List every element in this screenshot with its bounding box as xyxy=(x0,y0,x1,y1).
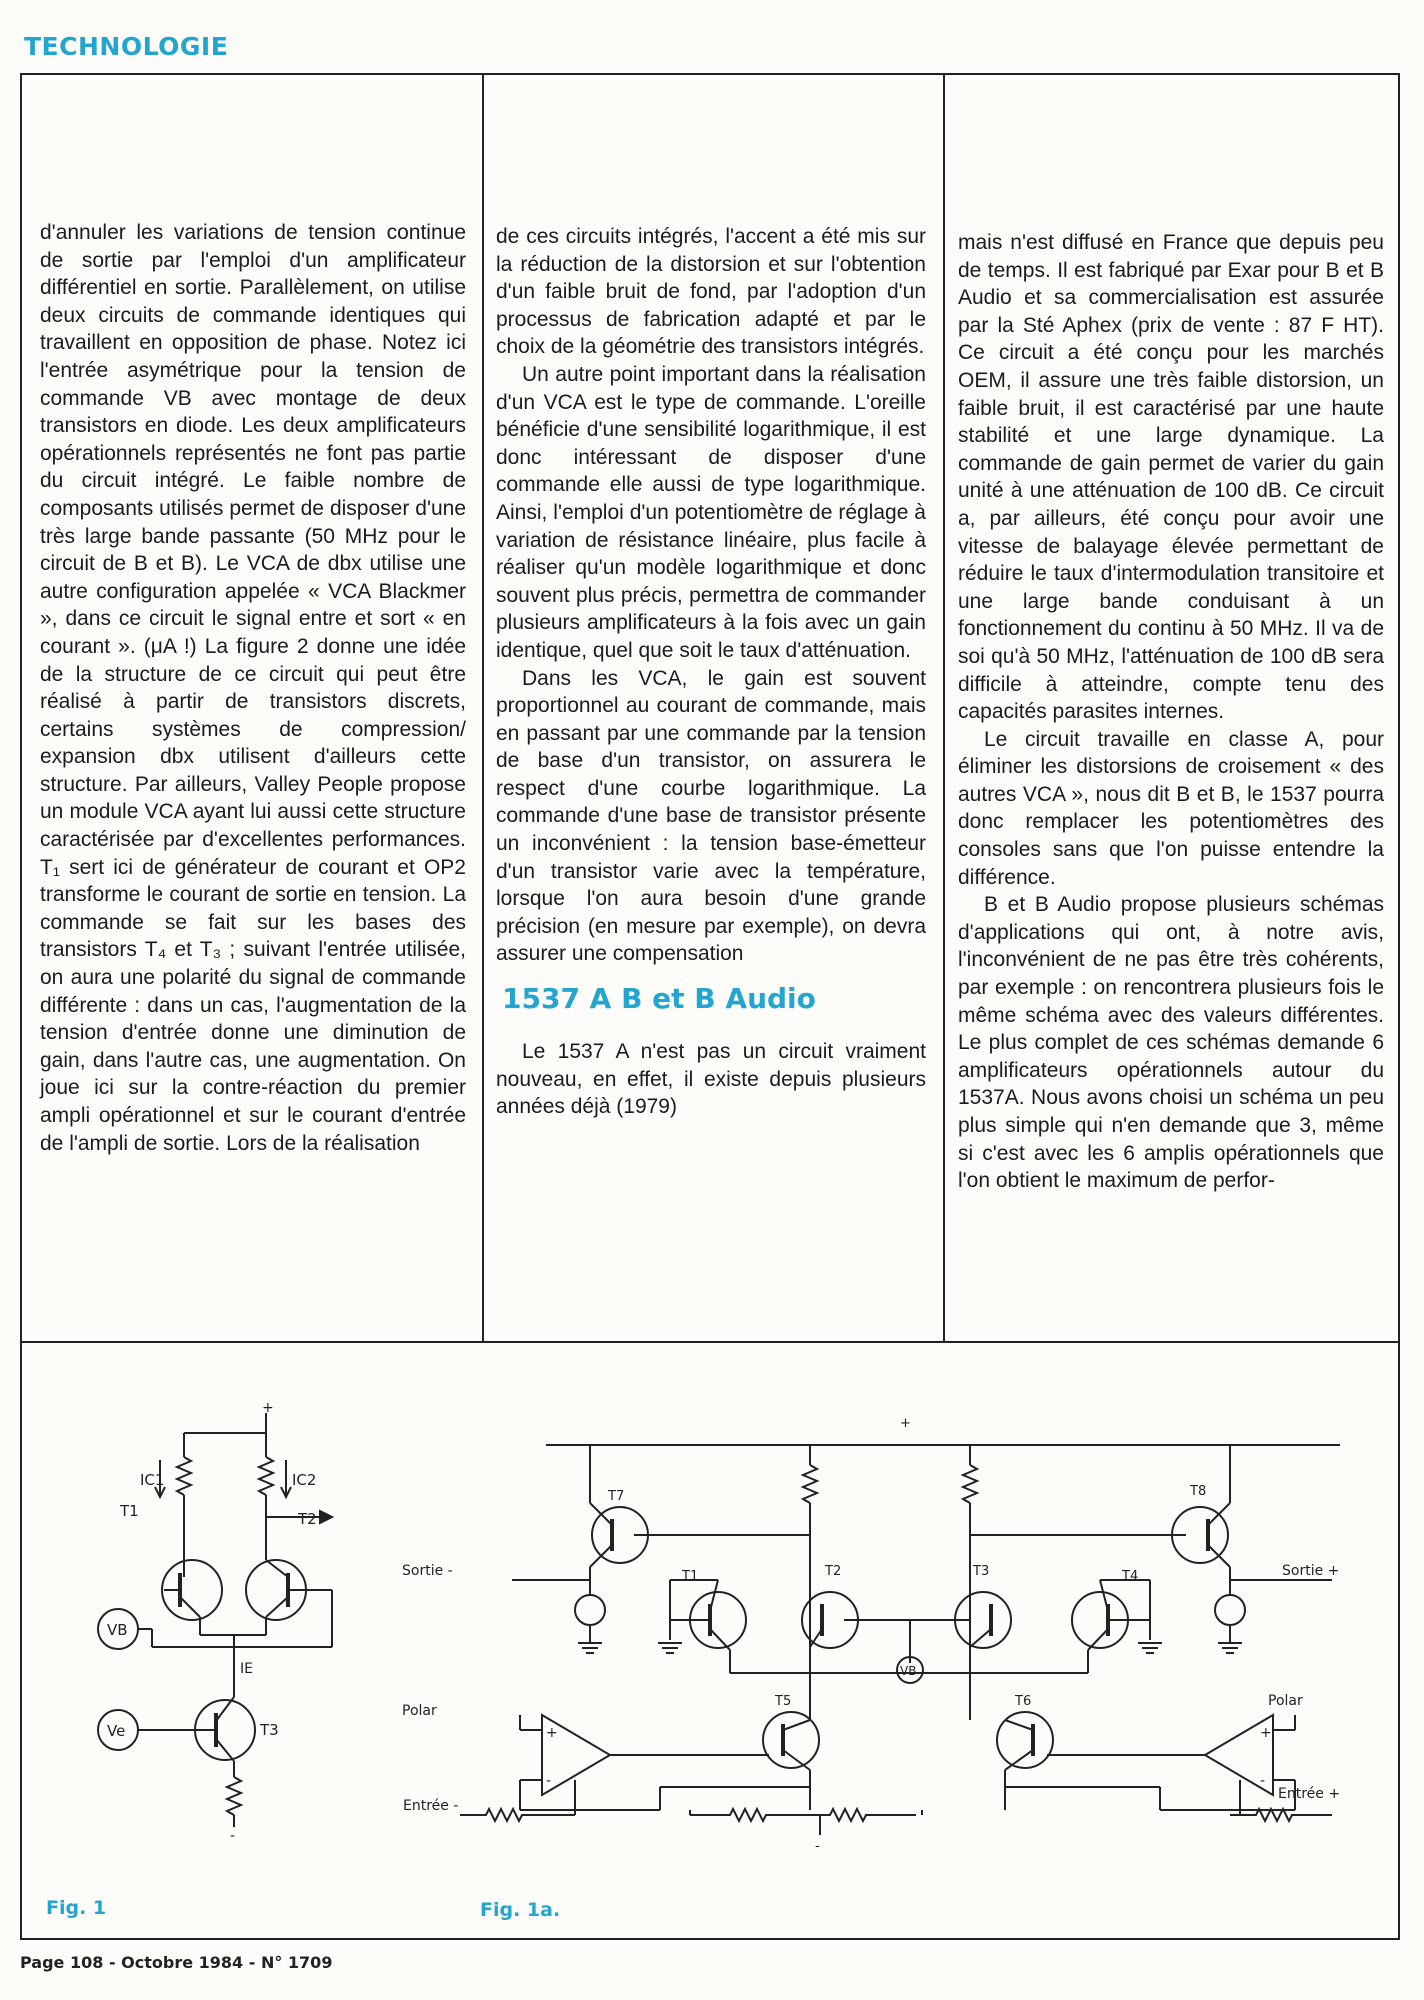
paragraph: de ces circuits intégrés, l'accent a été mis sur la réduction de la distorsion et sur l'obtention d'un faible bruit de fond, par l'adoption d'un processus de fabrication adapté et par le choix de la géométrie des transistors intégrés. xyxy=(496,225,926,359)
supply-plus-label: + xyxy=(900,1416,911,1431)
t3-label: T3 xyxy=(260,1721,279,1739)
paragraph: mais n'est diffusé en France que depuis peu de temps. Il est fabriqué par Exar pour B et B Audio et sa commercialisation est assurée par la Sté Aphex (prix de vente : 87 F HT). Ce circuit a été conçu pour les marchés OEM, il assure une très faible distorsion, un faible bruit, il est caractérisé par une haute stabilité et une large dynamique. La commande de gain permet de varier du gain unité à une atténuation de 100 dB. Ce circuit a, par ailleurs, été conçu pour avoir une vitesse de balayage élevée permettant de réduire le taux d'intermodulation transitoire et une large bande conduisant à un fonctionnement du continu à 50 MHz. Il va de soi qu'à 50 MHz, l'atténuation de 100 dB sera difficile à atteindre, compte tenu des capacités parasites internes. xyxy=(958,231,1384,724)
paragraph: Le 1537 A n'est pas un circuit vraiment nouveau, en effet, il existe depuis plusieurs années déjà (1979) xyxy=(496,1040,926,1119)
ground-icon xyxy=(1138,1643,1162,1653)
t1-label: T1 xyxy=(120,1502,139,1520)
column-divider xyxy=(482,73,484,1341)
figure-1-schematic xyxy=(80,1395,380,1845)
figure-1a-caption: Fig. 1a. xyxy=(480,1899,561,1921)
ground-minus-label: - xyxy=(815,1839,820,1854)
paragraph: B et B Audio propose plusieurs schémas d'applications qui ont, à notre avis, l'inconvénient de ne pas être très cohérents, par exemple : on rencontrera plusieurs fois le même schéma avec des valeurs différentes. Le plus complet de ces schémas demande 6 amplificateurs opérationnels autour du 1537A. Nous avons choisi un schéma un peu plus simple qui n'en demande que 3, même si c'est avec les 6 amplis opérationnels que l'on obtient le maximum de perfor- xyxy=(958,893,1384,1193)
entree-minus-label: Entrée - xyxy=(403,1798,459,1814)
supply-minus-label: - xyxy=(230,1828,236,1844)
op-minus-label: - xyxy=(546,1773,552,1789)
text-column-2 xyxy=(496,223,926,1121)
resistor xyxy=(259,1457,273,1495)
op-minus-label: - xyxy=(1260,1773,1266,1789)
op-plus-label: + xyxy=(546,1725,558,1741)
section-title: TECHNOLOGIE xyxy=(24,32,229,61)
ic2-label: IC2 xyxy=(292,1471,317,1489)
vb-label: VB xyxy=(107,1621,128,1639)
polar-left-label: Polar xyxy=(402,1703,437,1719)
paragraph: Dans les VCA, le gain est souvent proportionnel au courant de commande, mais en passant par une commande par la tension de base d'un transistor, on assurera le respect d'une courbe logarithmique. La commande d'une base de transistor présente un inconvénient : la tension base-émetteur d'un transistor varie avec la température, lorsque l'on aura besoin d'une grande précision (en mesure par exemple), on devra assurer une compensation xyxy=(496,666,926,966)
paragraph: d'annuler les variations de tension continue de sortie par l'emploi d'un amplificateur différentiel en sortie. Parallèlement, on utilise deux circuits de commande identiques qui travaillent en opposition de phase. Notez ici l'entrée asymétrique pour la tension de commande VB avec montage de deux transistors en diode. Les deux amplificateurs opérationnels représentés ne font pas partie du circuit intégré. Le faible nombre de composants utilisés permet de disposer d'une très large bande passante (50 MHz pour le circuit de B et B). Le VCA de dbx utilise une autre configuration appelée « VCA Blackmer », dans ce circuit le signal entre et sort « en courant ». (μA !) La figure 2 donne une idée de la structure de ce circuit qui peut être réalisé à partir de transistors discrets, certains systèmes de compression/ expansion dbx utilisent d'ailleurs cette structure. Par ailleurs, Valley People propose un module VCA ayant lui aussi cette structure caractérisée par d'excellentes performances. T₁ sert ici de générateur de courant et OP2 transforme le courant de sortie en tension. La commande se fait sur les bases des transistors T₄ et T₃ ; suivant l'entrée utilisée, on aura une polarité du signal de commande différente : dans un cas, l'augmentation de la tension d'entrée donne une diminution de gain, dans l'autre cas, une augmentation. On joue ici sur la contre-réaction du premier ampli opérationnel et sur le courant d'entrée de l'ampli de sortie. Lors de la réalisation xyxy=(40,221,466,1155)
transistor-t5 xyxy=(763,1712,819,1768)
page-footer: Page 108 - Octobre 1984 - N° 1709 xyxy=(20,1953,333,1972)
supply-plus-label: + xyxy=(262,1400,274,1416)
t7-label: T7 xyxy=(608,1489,625,1504)
t4-label: T4 xyxy=(1122,1569,1139,1584)
polar-right-label: Polar xyxy=(1268,1693,1303,1709)
t6-label: T6 xyxy=(1015,1694,1032,1709)
resistor xyxy=(177,1457,191,1495)
current-source-icon xyxy=(575,1595,605,1625)
vb-label: VB xyxy=(900,1664,917,1678)
ve-label: Ve xyxy=(107,1722,126,1740)
resistor xyxy=(690,1809,806,1821)
figure-divider xyxy=(20,1341,1400,1343)
t1-label: T1 xyxy=(682,1569,699,1584)
subheading: 1537 A B et B Audio xyxy=(502,982,816,1016)
current-arrow-icon xyxy=(281,1460,291,1497)
current-source-icon xyxy=(1215,1595,1245,1625)
resistor xyxy=(963,1465,977,1503)
op-plus-label: + xyxy=(1260,1725,1272,1741)
t2-label: T2 xyxy=(825,1564,842,1579)
text-column-3 xyxy=(958,229,1384,1195)
ie-label: IE xyxy=(240,1661,253,1677)
ic1-label: IC1 xyxy=(140,1471,165,1489)
t8-label: T8 xyxy=(1190,1484,1207,1499)
ground-icon xyxy=(658,1643,682,1653)
figure-1a-schematic xyxy=(402,1415,1360,1855)
output-arrow-icon xyxy=(320,1511,332,1523)
entree-plus-label: Entrée + xyxy=(1278,1786,1341,1802)
t3-label: T3 xyxy=(973,1564,990,1579)
sortie-plus-label: Sortie + xyxy=(1282,1563,1340,1579)
sortie-minus-label: Sortie - xyxy=(402,1563,453,1579)
t2-label: T2 xyxy=(298,1510,317,1528)
paragraph: Le circuit travaille en classe A, pour éliminer les distorsions de croisement « des autres VCA », nous dit B et B, le 1537 pourra donc remplacer les potentiomètres des consoles sans que l'on puisse entendre la différence. xyxy=(958,727,1384,889)
resistor xyxy=(227,1777,241,1815)
resistor xyxy=(803,1465,817,1503)
figure-1-caption: Fig. 1 xyxy=(46,1897,107,1919)
paragraph: Un autre point important dans la réalisation d'un VCA est le type de commande. L'oreille bénéficie d'une sensibilité logarithmique, il est donc intéressant de disposer d'une commande elle aussi de type logarithmique. Ainsi, l'emploi d'un potentiomètre de réglage à variation de résistance linéaire, plus facile à réaliser qu'un modèle logarithmique et donc souvent plus précis, permettra de commander plusieurs amplificateurs à la fois avec un gain identique, quel que soit le taux d'atténuation. xyxy=(496,362,926,662)
ground-icon xyxy=(578,1643,602,1653)
ground-icon xyxy=(1218,1643,1242,1653)
column-divider xyxy=(943,73,945,1341)
t5-label: T5 xyxy=(775,1694,792,1709)
resistor xyxy=(806,1809,916,1821)
text-column-1 xyxy=(40,219,466,1157)
